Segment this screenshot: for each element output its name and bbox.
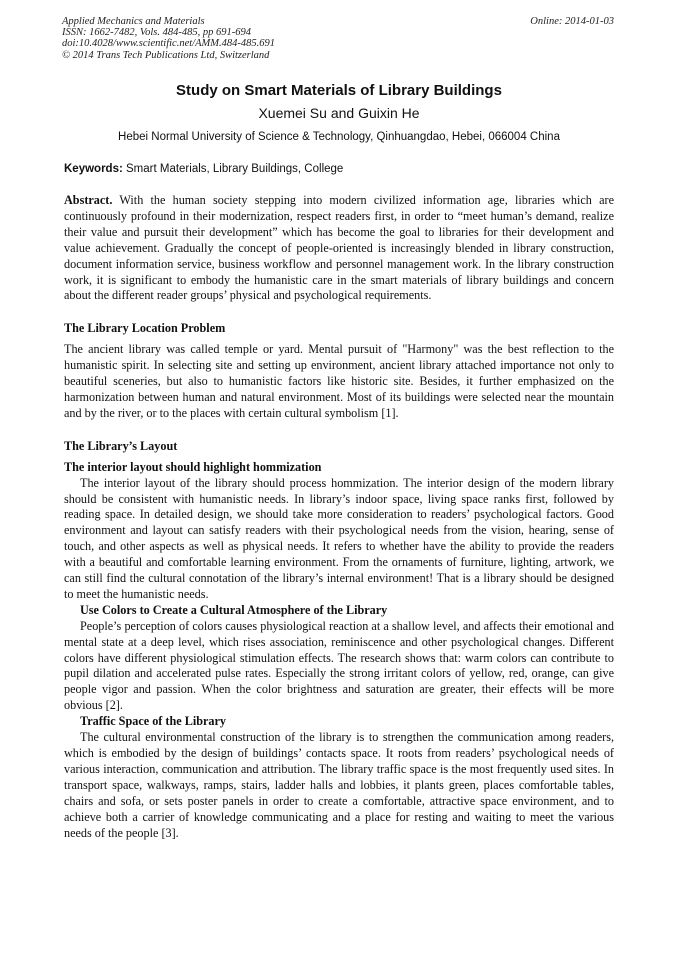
subsection-heading-traffic: Traffic Space of the Library [80, 714, 226, 729]
subsection-text-traffic: The cultural environmental construction of the library is to strengthen the communication among readers, which is embodied by the design of buildings’ contacts space. It roots from readers’ psychological needs of various interaction, communication and attribution. The library traffic space is the most frequently used sites. In transport space, walkways, ramps, stairs, ladder halls and lobbies, it plants green, places comfortable tables, chairs and sofa, or sets poster panels in order to create a comfortable, attractive space environment, and to achieve both a carrier of knowledge communicating and a place for resting and waiting to meet the various needs of the people [3]. [64, 730, 614, 840]
abstract-label: Abstract. [64, 193, 113, 207]
paper-title: Study on Smart Materials of Library Buildings [176, 82, 502, 99]
online-date: Online: 2014-01-03 [530, 16, 614, 27]
abstract-text: With the human society stepping into modern civilized information age, libraries which are continuously profound in their modernization, respect readers first, in order to “meet human’s demand, realize their value and pursuit their development” which has become the goal to libraries for their development and value achievement. Gradually the concept of people-oriented is increasingly blended in library construction, document information service, business workflow and personnel management work. In the library construction work, it is significant to embody the humanistic care in the smart materials of library buildings and concern about the different reader groups’ physical and psychological requirements. [64, 193, 614, 303]
paper-content [64, 82, 614, 841]
keywords [64, 162, 614, 176]
paper-authors: Xuemei Su and Guixin He [258, 105, 420, 121]
section-heading-layout: The Library’s Layout [64, 438, 178, 453]
issn-line: ISSN: 1662-7482, Vols. 484-485, pp 691-694 [62, 27, 251, 39]
doi-line: doi:10.4028/www.scientific.net/AMM.484-485.691 [62, 38, 275, 50]
paper-affiliation: Hebei Normal University of Science & Technology, Qinhuangdao, Hebei, 066004 China [118, 131, 560, 143]
copyright-line: © 2014 Trans Tech Publications Ltd, Switzerland [62, 49, 270, 61]
journal-header [62, 16, 275, 61]
keywords-text: Smart Materials, Library Buildings, College [126, 163, 344, 175]
section-heading-location: The Library Location Problem [64, 321, 226, 336]
section-text-location: The ancient library was called temple or yard. Mental pursuit of "Harmony" was the best reflection to the humanistic spirit. In selecting site and setting up environment, ancient library attached importance not only to beautiful sceneries, but also to humanistic factors like historic site. Besides, it further emphasized on the harmonization between human and natural environment. Most of its buildings were selected near the mountain and by the river, or to the places with certain cultural symbolism [1]. [64, 342, 614, 420]
abstract [64, 193, 614, 304]
subsection-text-interior: The interior layout of the library should process hommization. The interior design of the modern library should be consistent with humanistic needs. In library’s indoor space, living space ranks first, followed by reading space. In detailed design, we should take more consideration to readers’ psychological factors. Good environment and layout can satisfy readers with their psychological needs from the vision, hearing, sense of touch, and other aspects as well as physical needs. It refers to whether have the ability to provide the readers with a beautiful and comfortable learning environment. From the ornaments of furniture, lighting, artwork, we can still find the cultural connotation of the library’s internal environment! That is a library should be designed to meet the humanistic needs. [64, 475, 614, 601]
subsection-heading-colors: Use Colors to Create a Cultural Atmosphere of the Library [80, 602, 388, 617]
keywords-label: Keywords: [64, 163, 123, 175]
subsection-heading-interior: The interior layout should highlight hommization [64, 459, 322, 474]
journal-name: Applied Mechanics and Materials [62, 16, 205, 27]
subsection-text-colors: People’s perception of colors causes physiological reaction at a shallow level, and affects their emotional and mental state at a deep level, which rises association, reminiscence and other psychological changes. Different colors have different physiological stimulation effects. The research shows that: warm colors can contribute to pupil dilation and accelerated pulse rates. Especially the strong irritant colors of yellow, red, orange, can give people vigor and passion. When the color brightness and saturation are greater, their effects will be more obvious [2]. [64, 618, 614, 713]
